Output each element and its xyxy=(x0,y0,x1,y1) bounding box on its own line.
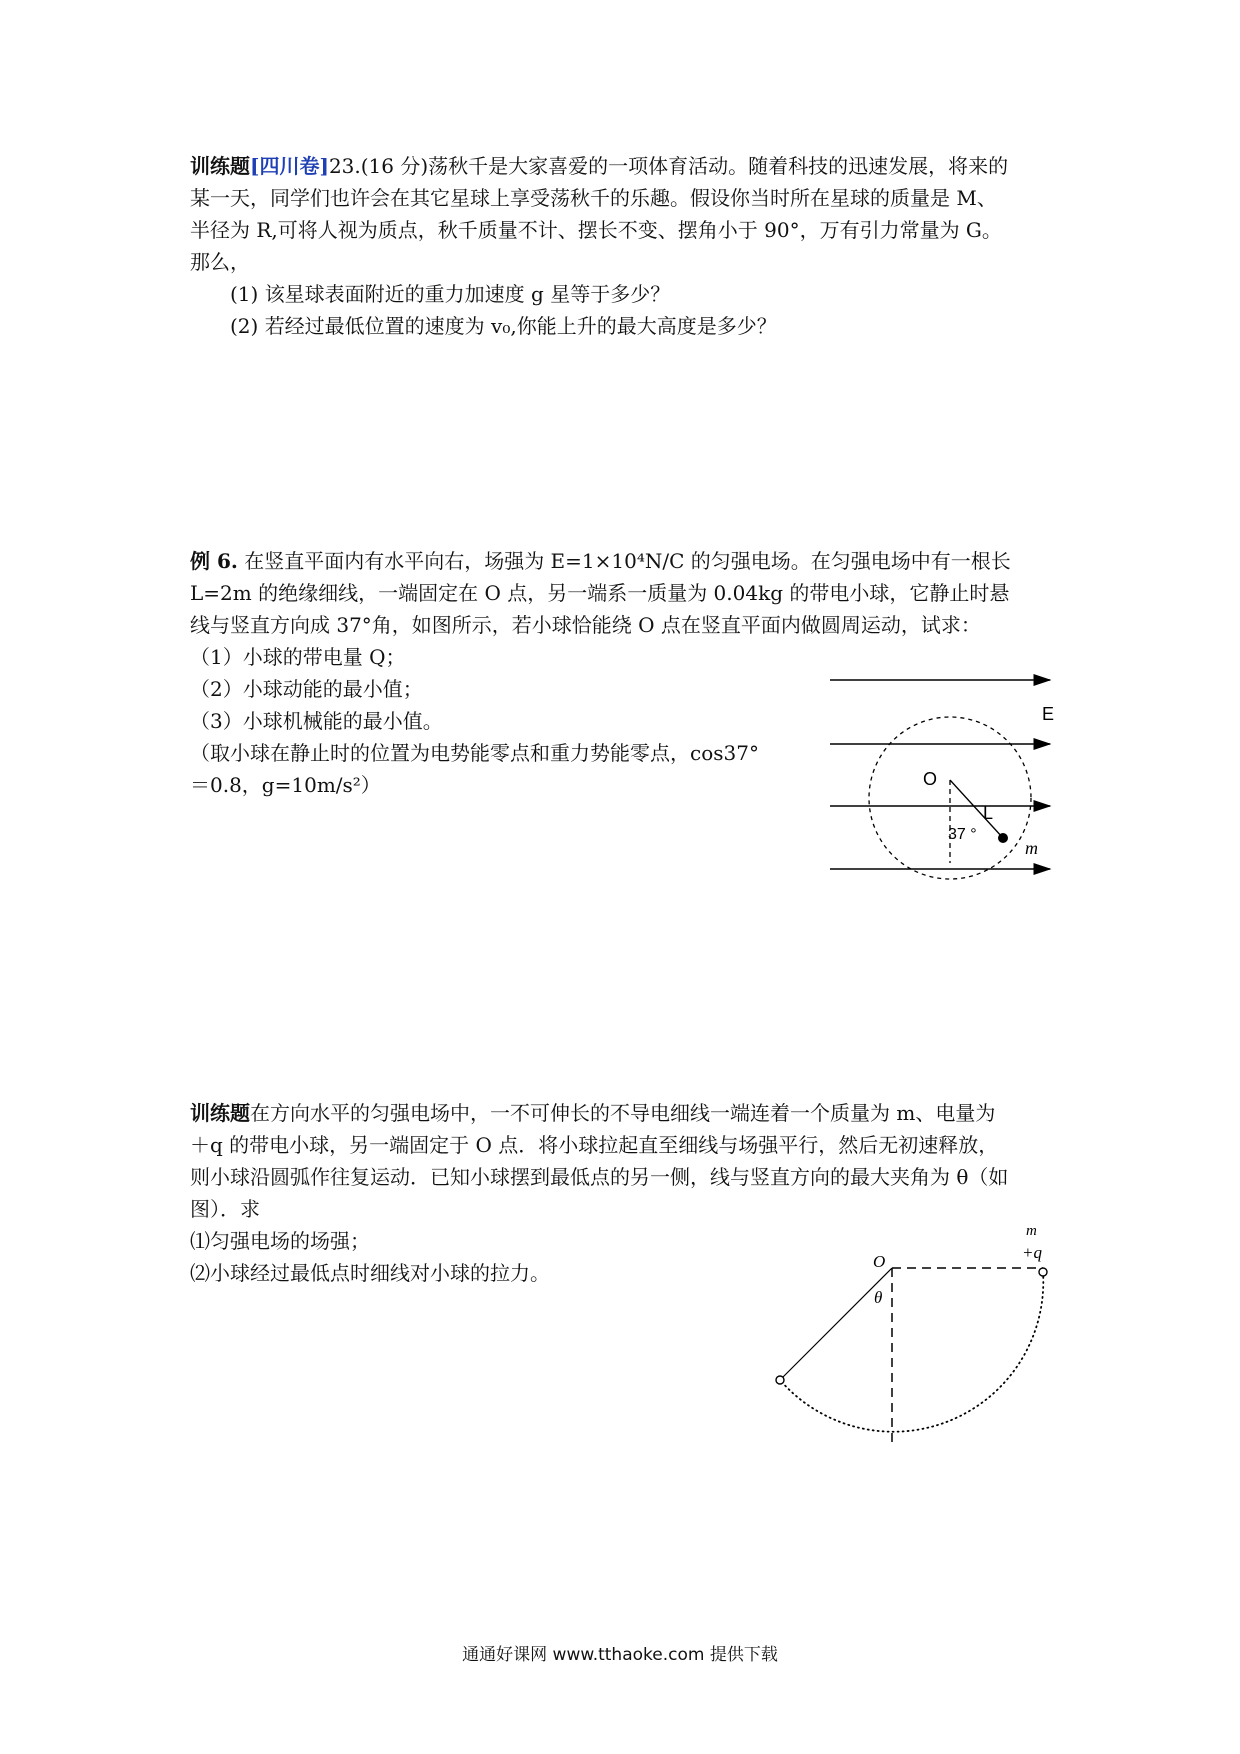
problem-1-question-2: (2) 若经过最低位置的速度为 v₀,你能上升的最大高度是多少？ xyxy=(230,314,777,338)
training-problem-1 xyxy=(190,150,1060,342)
label-O: O xyxy=(873,1252,886,1271)
ball-end xyxy=(776,1376,784,1384)
example-6-text-2: L=2m 的绝缘细线，一端固定在 O 点，另一端系一质量为 0.04kg 的带电小球，它静止时悬 xyxy=(190,581,1010,605)
problem-2-text-4: 图）．求 xyxy=(190,1197,260,1221)
example-6-note-2: ＝0.8，g=10m/s²） xyxy=(190,773,381,797)
label-m: m xyxy=(1026,1223,1037,1239)
swing-arc xyxy=(780,1272,1043,1432)
label-O: O xyxy=(923,769,938,789)
problem-1-text-1: 23.(16 分)荡秋千是大家喜爱的一项体育活动。随着科技的迅速发展，将来的 xyxy=(328,154,1009,178)
label-theta: θ xyxy=(874,1288,883,1307)
example-6-text-3: 线与竖直方向成 37°角，如图所示，若小球恰能绕 O 点在竖直平面内做圆周运动，试求： xyxy=(190,613,981,637)
problem-1-text-4: 那么， xyxy=(190,250,250,274)
example-6-note-1: （取小球在静止时的位置为电势能零点和重力势能零点，cos37° xyxy=(190,741,759,765)
string-at-max-angle xyxy=(780,1268,892,1380)
example-6-label: 例 6. xyxy=(190,549,238,573)
pendulum-arc-diagram xyxy=(765,1215,1065,1455)
problem-2-question-1: ⑴匀强电场的场强； xyxy=(190,1229,370,1253)
problem-1-question-1: (1) 该星球表面附近的重力加速度 g 星等于多少？ xyxy=(230,282,671,306)
problem-2-question-2: ⑵小球经过最低点时细线对小球的拉力。 xyxy=(190,1261,550,1285)
page-footer: 通通好课网 www.tthaoke.com 提供下载 xyxy=(462,1645,778,1665)
problem-2-text-3: 则小球沿圆弧作往复运动．已知小球摆到最低点的另一侧，线与竖直方向的最大夹角为 θ（如 xyxy=(190,1165,1009,1189)
label-E: E xyxy=(1042,704,1055,724)
problem-2-label: 训练题 xyxy=(190,1101,250,1125)
example-6-question-2: （2）小球动能的最小值； xyxy=(190,677,423,701)
label-L: L xyxy=(983,803,994,823)
example-6-question-1: （1）小球的带电量 Q； xyxy=(190,645,406,669)
label-m: m xyxy=(1025,838,1038,858)
problem-2-text-1: 在方向水平的匀强电场中，一不可伸长的不导电细线一端连着一个质量为 m、电量为 xyxy=(250,1101,996,1125)
label-angle: 37 ° xyxy=(948,826,977,843)
charged-ball xyxy=(998,833,1008,843)
problem-1-label: 训练题 xyxy=(190,154,250,178)
example-6-question-3: （3）小球机械能的最小值。 xyxy=(190,709,443,733)
problem-1-text-3: 半径为 R,可将人视为质点，秋千质量不计、摆长不变、摆角小于 90°，万有引力常量为 G。 xyxy=(190,218,1002,242)
problem-1-source: [四川卷] xyxy=(250,154,329,178)
ball-start xyxy=(1039,1268,1047,1276)
problem-1-text-2: 某一天，同学们也许会在其它星球上享受荡秋千的乐趣。假设你当时所在星球的质量是 M、 xyxy=(190,186,997,210)
problem-2-text-2: ＋q 的带电小球，另一端固定于 O 点．将小球拉起直至细线与场强平行，然后无初速释放， xyxy=(190,1133,999,1157)
label-q: +q xyxy=(1022,1243,1042,1262)
example-6-text-1: 在竖直平面内有水平向右，场强为 E=1×10⁴N/C 的匀强电场。在匀强电场中有一根长 xyxy=(244,549,1011,573)
electric-field-circle-diagram xyxy=(820,665,1070,885)
problem-1-line-1 xyxy=(190,150,1060,182)
